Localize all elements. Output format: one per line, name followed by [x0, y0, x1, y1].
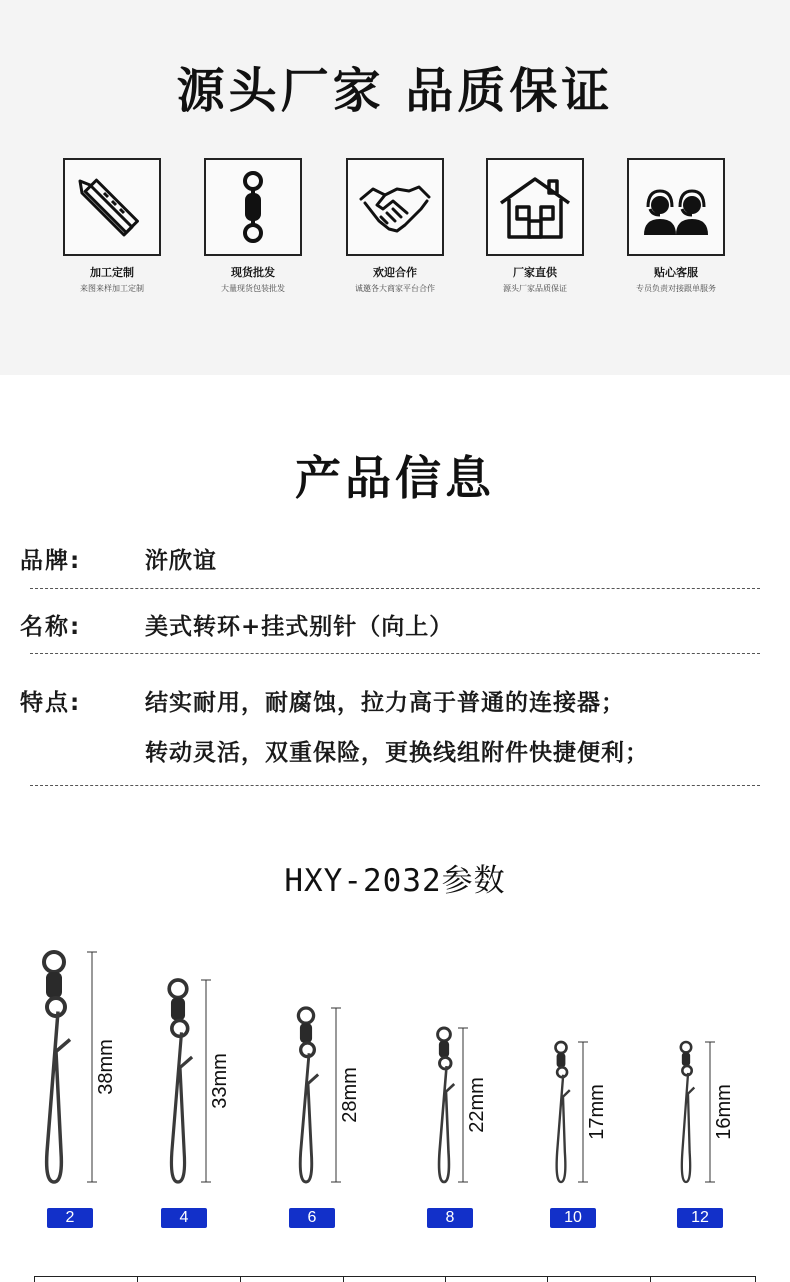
swivel-snap-6: [298, 1008, 318, 1182]
house-icon: [486, 158, 584, 256]
divider: [30, 785, 760, 786]
swivel-snap-8: [438, 1028, 455, 1182]
spec-table-top: [34, 1276, 756, 1282]
pencil-ruler-icon: [63, 158, 161, 256]
feature-subtitle: 来图来样加工定制: [80, 284, 144, 293]
name-value: 美式转环+挂式别针（向上）: [145, 614, 454, 640]
size-badge: 8: [427, 1208, 473, 1228]
feature-subtitle: 源头厂家品质保证: [503, 284, 567, 293]
feature-subtitle: 专员负责对接跟单服务: [636, 284, 716, 293]
size-badge: 10: [550, 1208, 596, 1228]
brand-label: 品牌:: [20, 548, 82, 574]
product-info-title: 产品信息: [295, 451, 495, 505]
params-title: [0, 855, 790, 900]
length-label: 22mm: [466, 1077, 488, 1133]
feature-cooperation: [325, 158, 465, 294]
feature-title: 欢迎合作: [373, 266, 417, 279]
feature-title: 加工定制: [90, 266, 134, 279]
handshake-icon: [346, 158, 444, 256]
size-diagram: [0, 940, 790, 1190]
features-label: 特点:: [20, 690, 82, 716]
brand-value: 浒欣谊: [145, 548, 217, 574]
features-line-1: 结实耐用，耐腐蚀，拉力高于普通的连接器；: [145, 690, 625, 716]
divider: [30, 588, 760, 589]
swivel-snap-12: [681, 1042, 695, 1182]
feature-subtitle: 大量现货包装批发: [221, 284, 285, 293]
divider: [30, 653, 760, 654]
length-label: 16mm: [713, 1084, 735, 1140]
hero-title: 源头厂家 品质保证: [176, 63, 614, 119]
swivel-icon: [204, 158, 302, 256]
size-badge: 6: [289, 1208, 335, 1228]
feature-title: 现货批发: [231, 266, 275, 279]
params-suffix: 参数: [441, 863, 506, 899]
headset-agents-icon: [627, 158, 725, 256]
length-label: 33mm: [209, 1053, 231, 1109]
swivel-snap-2: [44, 952, 70, 1182]
feature-stock: [183, 158, 323, 294]
length-label: 17mm: [586, 1084, 608, 1140]
feature-custom: [42, 158, 182, 294]
feature-title: 厂家直供: [513, 266, 557, 279]
swivel-snap-10: [556, 1042, 570, 1182]
features-line-2: 转动灵活，双重保险，更换线组附件快捷便利；: [145, 740, 649, 766]
feature-service: [606, 158, 746, 294]
size-badge: 2: [47, 1208, 93, 1228]
feature-title: 贴心客服: [654, 266, 698, 279]
name-label: 名称:: [20, 614, 82, 640]
swivel-snap-4: [169, 980, 192, 1182]
feature-factory: [465, 158, 605, 294]
product-sizes: [0, 940, 790, 1190]
size-badge: 12: [677, 1208, 723, 1228]
model-number: HXY-2032: [284, 863, 442, 899]
feature-subtitle: 诚邀各大商家平台合作: [355, 284, 435, 293]
length-label: 28mm: [339, 1067, 361, 1123]
feature-list: [0, 158, 790, 318]
length-label: 38mm: [95, 1039, 117, 1095]
size-badge: 4: [161, 1208, 207, 1228]
